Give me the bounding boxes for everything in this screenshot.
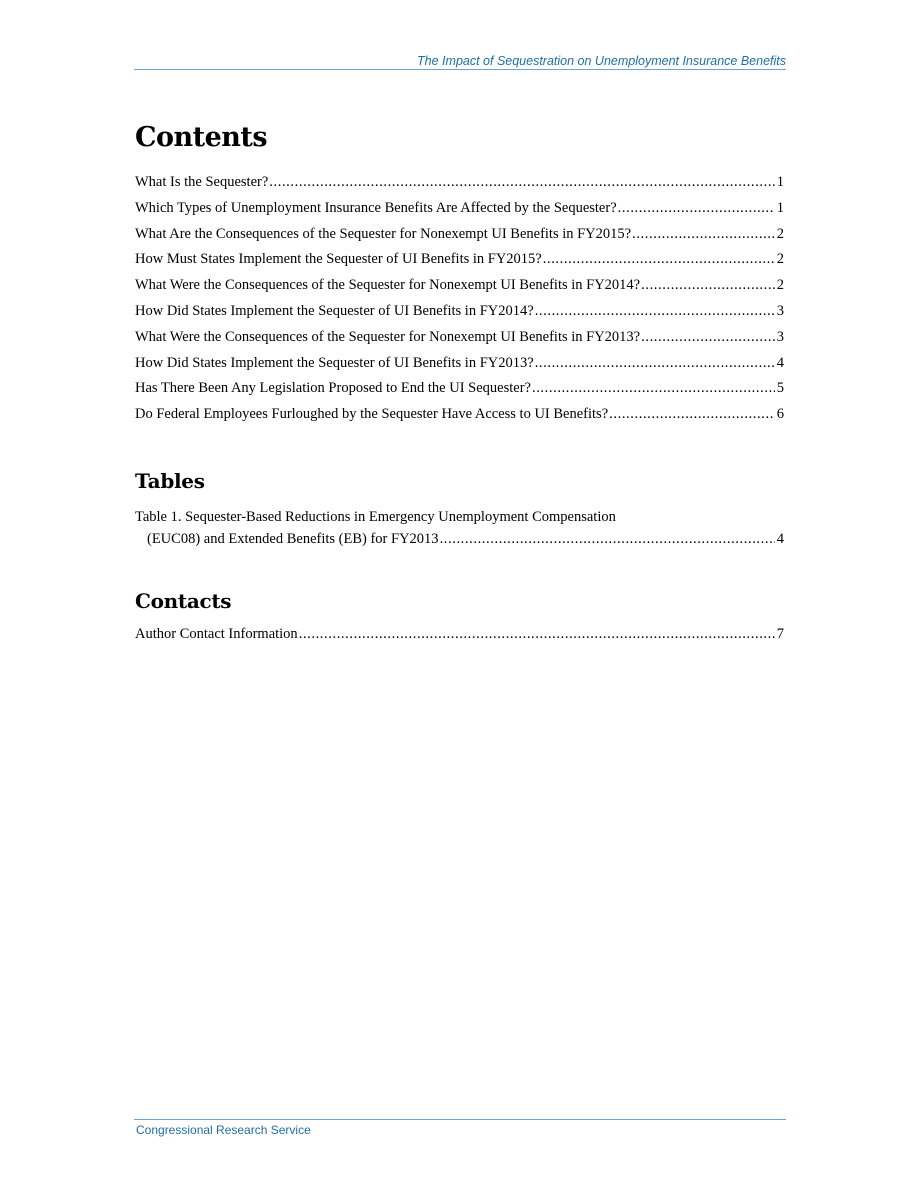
toc-entry-line: (EUC08) and Extended Benefits (EB) for FY2013 ..... 4 bbox=[135, 531, 784, 557]
tables-list bbox=[135, 509, 784, 557]
footer-text: Congressional Research Service bbox=[136, 1123, 311, 1137]
toc-entry[interactable]: What Were the Consequences of the Sequester for Nonexempt UI Benefits in FY2014? ..... 2 bbox=[135, 277, 784, 303]
header-rule bbox=[134, 69, 786, 70]
toc-entry[interactable]: How Did States Implement the Sequester of UI Benefits in FY2014? ..... 3 bbox=[135, 303, 784, 329]
toc-entry[interactable]: What Is the Sequester? ..... 1 bbox=[135, 174, 784, 200]
toc-entry[interactable]: How Must States Implement the Sequester of UI Benefits in FY2015? ..... 2 bbox=[135, 251, 784, 277]
toc-entry[interactable]: Which Types of Unemployment Insurance Benefits Are Affected by the Sequester? ..... 1 bbox=[135, 200, 784, 226]
contacts-heading: Contacts bbox=[135, 589, 232, 613]
toc-entry[interactable]: How Did States Implement the Sequester of UI Benefits in FY2013? ..... 4 bbox=[135, 355, 784, 381]
toc-entry-line: Table 1. Sequester-Based Reductions in Emergency Unemployment Compensation bbox=[135, 509, 616, 525]
toc-entry[interactable]: What Are the Consequences of the Sequester for Nonexempt UI Benefits in FY2015? ..... 2 bbox=[135, 226, 784, 252]
toc-entry[interactable]: What Were the Consequences of the Sequester for Nonexempt UI Benefits in FY2013? ..... 3 bbox=[135, 329, 784, 355]
tables-heading: Tables bbox=[135, 469, 205, 493]
toc-entry-table-1[interactable] bbox=[135, 509, 784, 557]
toc-entry[interactable]: Has There Been Any Legislation Proposed to End the UI Sequester? ..... 5 bbox=[135, 380, 784, 406]
running-header: The Impact of Sequestration on Unemployment Insurance Benefits bbox=[417, 54, 786, 68]
toc-entry[interactable]: Author Contact Information ..... 7 bbox=[135, 626, 784, 652]
toc-entry[interactable]: Do Federal Employees Furloughed by the Sequester Have Access to UI Benefits? ..... 6 bbox=[135, 406, 784, 432]
contacts-list bbox=[135, 626, 784, 652]
footer-rule bbox=[134, 1119, 786, 1120]
contents-list bbox=[135, 174, 784, 432]
contents-heading: Contents bbox=[135, 122, 268, 153]
